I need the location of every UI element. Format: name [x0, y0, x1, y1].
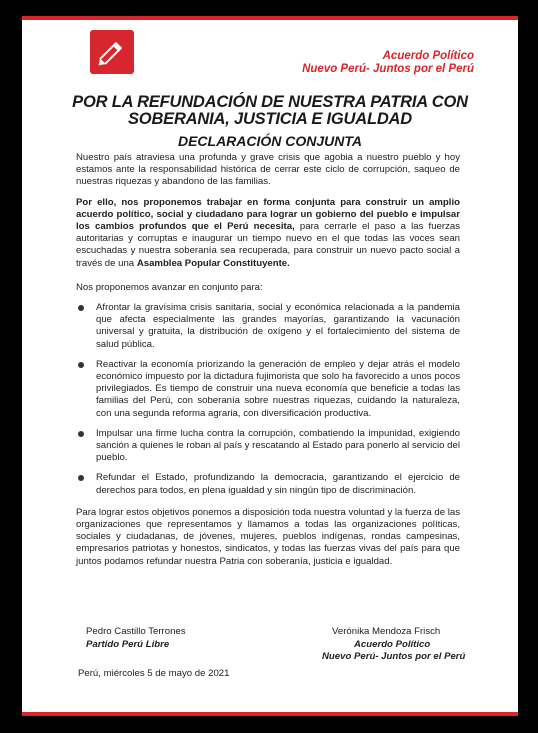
- signer-name-left: Pedro Castillo Terrones: [86, 626, 186, 637]
- pencil-logo-icon: [90, 30, 134, 74]
- signer-org-right-2: Nuevo Perú- Juntos por el Perú: [322, 651, 466, 662]
- objectives-list: [76, 302, 460, 497]
- top-red-bar: [22, 16, 518, 20]
- document-page: [22, 16, 518, 716]
- paragraph-4: Para lograr estos objetivos ponemos a disposición toda nuestra voluntad y la fuerza de las organizaciones que representamos y llamamos a todas las organizaciones políticas, sociales y ciudadanas, de jóvenes, mujeres, pueblos indígenas, rondas campesinas, empresarios patriotas y honestos, sindicatos, y todas las fuerzas vivas del país para que juntos podamos refundar nuestra Patria con soberanía, justicia e igualdad.: [76, 506, 460, 567]
- bullet-icon: [78, 305, 84, 311]
- bottom-red-bar: [22, 712, 518, 716]
- paragraph-2-bold-end: Asamblea Popular Constituyente.: [136, 257, 290, 269]
- brand-line-1: Acuerdo Político: [382, 50, 474, 62]
- list-item-text: Refundar el Estado, profundizando la democracia, garantizando el ejercicio de derechos para todos, en plena igualdad y sin ningún tipo de discriminación.: [96, 472, 460, 496]
- signature-right: [322, 626, 466, 664]
- document-body: [76, 152, 460, 576]
- document-subtitle: DECLARACIÓN CONJUNTA: [177, 133, 363, 149]
- paragraph-2-bold: Por ello, nos proponemos trabajar en forma conjunta para construir un amplio acuerdo político, social y ciudadano para lograr un gobierno del pueblo e impulsar los cambios profundos que el Perú necesita,: [76, 196, 460, 233]
- bullet-icon: [78, 431, 84, 437]
- list-item-text: Afrontar la gravísima crisis sanitaria, social y económica relacionada a la pandemia que afecta especialmente las grandes mayorías, garantizando la vacunación universal y gratuita, la distribución de oxígeno y el fortalecimiento del sistema de salud pública.: [96, 302, 460, 350]
- paragraph-2: [76, 197, 460, 270]
- signature-left: [86, 626, 186, 651]
- list-item: [76, 302, 460, 351]
- title-line-1: POR LA REFUNDACIÓN DE NUESTRA PATRIA CON: [72, 93, 468, 111]
- list-item-text: Impulsar una firme lucha contra la corrupción, combatiendo la impunidad, exigiendo sanción a quienes le roban al país y rescatando al Estado para ponerlo al servicio del pueblo.: [96, 427, 460, 464]
- bullet-icon: [78, 362, 84, 368]
- list-item: [76, 472, 460, 496]
- title-line-2: SOBERANIA, JUSTICIA E IGUALDAD: [128, 110, 412, 128]
- signer-org-left: Partido Perú Libre: [86, 638, 170, 650]
- list-item: [76, 428, 460, 465]
- paragraph-2-text: para cerrarle el paso a las fuerzas autoritarias y corruptas e inaugurar un tiempo nuevo en el que todas las voces sean escuchadas y nuestra soberanía sea recuperada, para construir un nuevo pacto social a través de una: [76, 221, 460, 269]
- paragraph-3: Nos proponemos avanzar en conjunto para:: [76, 281, 263, 293]
- list-item-text: Reactivar la economía priorizando la generación de empleo y dejar atrás el modelo económico impuesto por la dictadura fujimorista que solo ha favorecido a unos pocos privilegiados. Es tiempo de construir una nueva economía que beneficie a todas las familias del Perú, con soberanía sobre nuestras riquezas, cuidando la naturaleza, con una segunda reforma agraria, con diversificación productiva.: [96, 358, 460, 419]
- document-title: [22, 94, 518, 128]
- document-date: Perú, miércoles 5 de mayo de 2021: [78, 668, 230, 679]
- brand-header: [302, 50, 474, 76]
- paragraph-1: Nuestro país atraviesa una profunda y grave crisis que agobia a nuestro pueblo y hoy estamos ante la responsabilidad histórica de cerrar este ciclo de corrupción, saqueo de nuestras riquezas y abandono de las familias.: [76, 152, 460, 188]
- brand-line-2: Nuevo Perú- Juntos por el Perú: [302, 63, 474, 75]
- list-item: [76, 359, 460, 420]
- bullet-icon: [78, 475, 84, 481]
- signer-name-right: Verónika Mendoza Frisch: [332, 626, 441, 637]
- signer-org-right-1: Acuerdo Político: [354, 638, 431, 650]
